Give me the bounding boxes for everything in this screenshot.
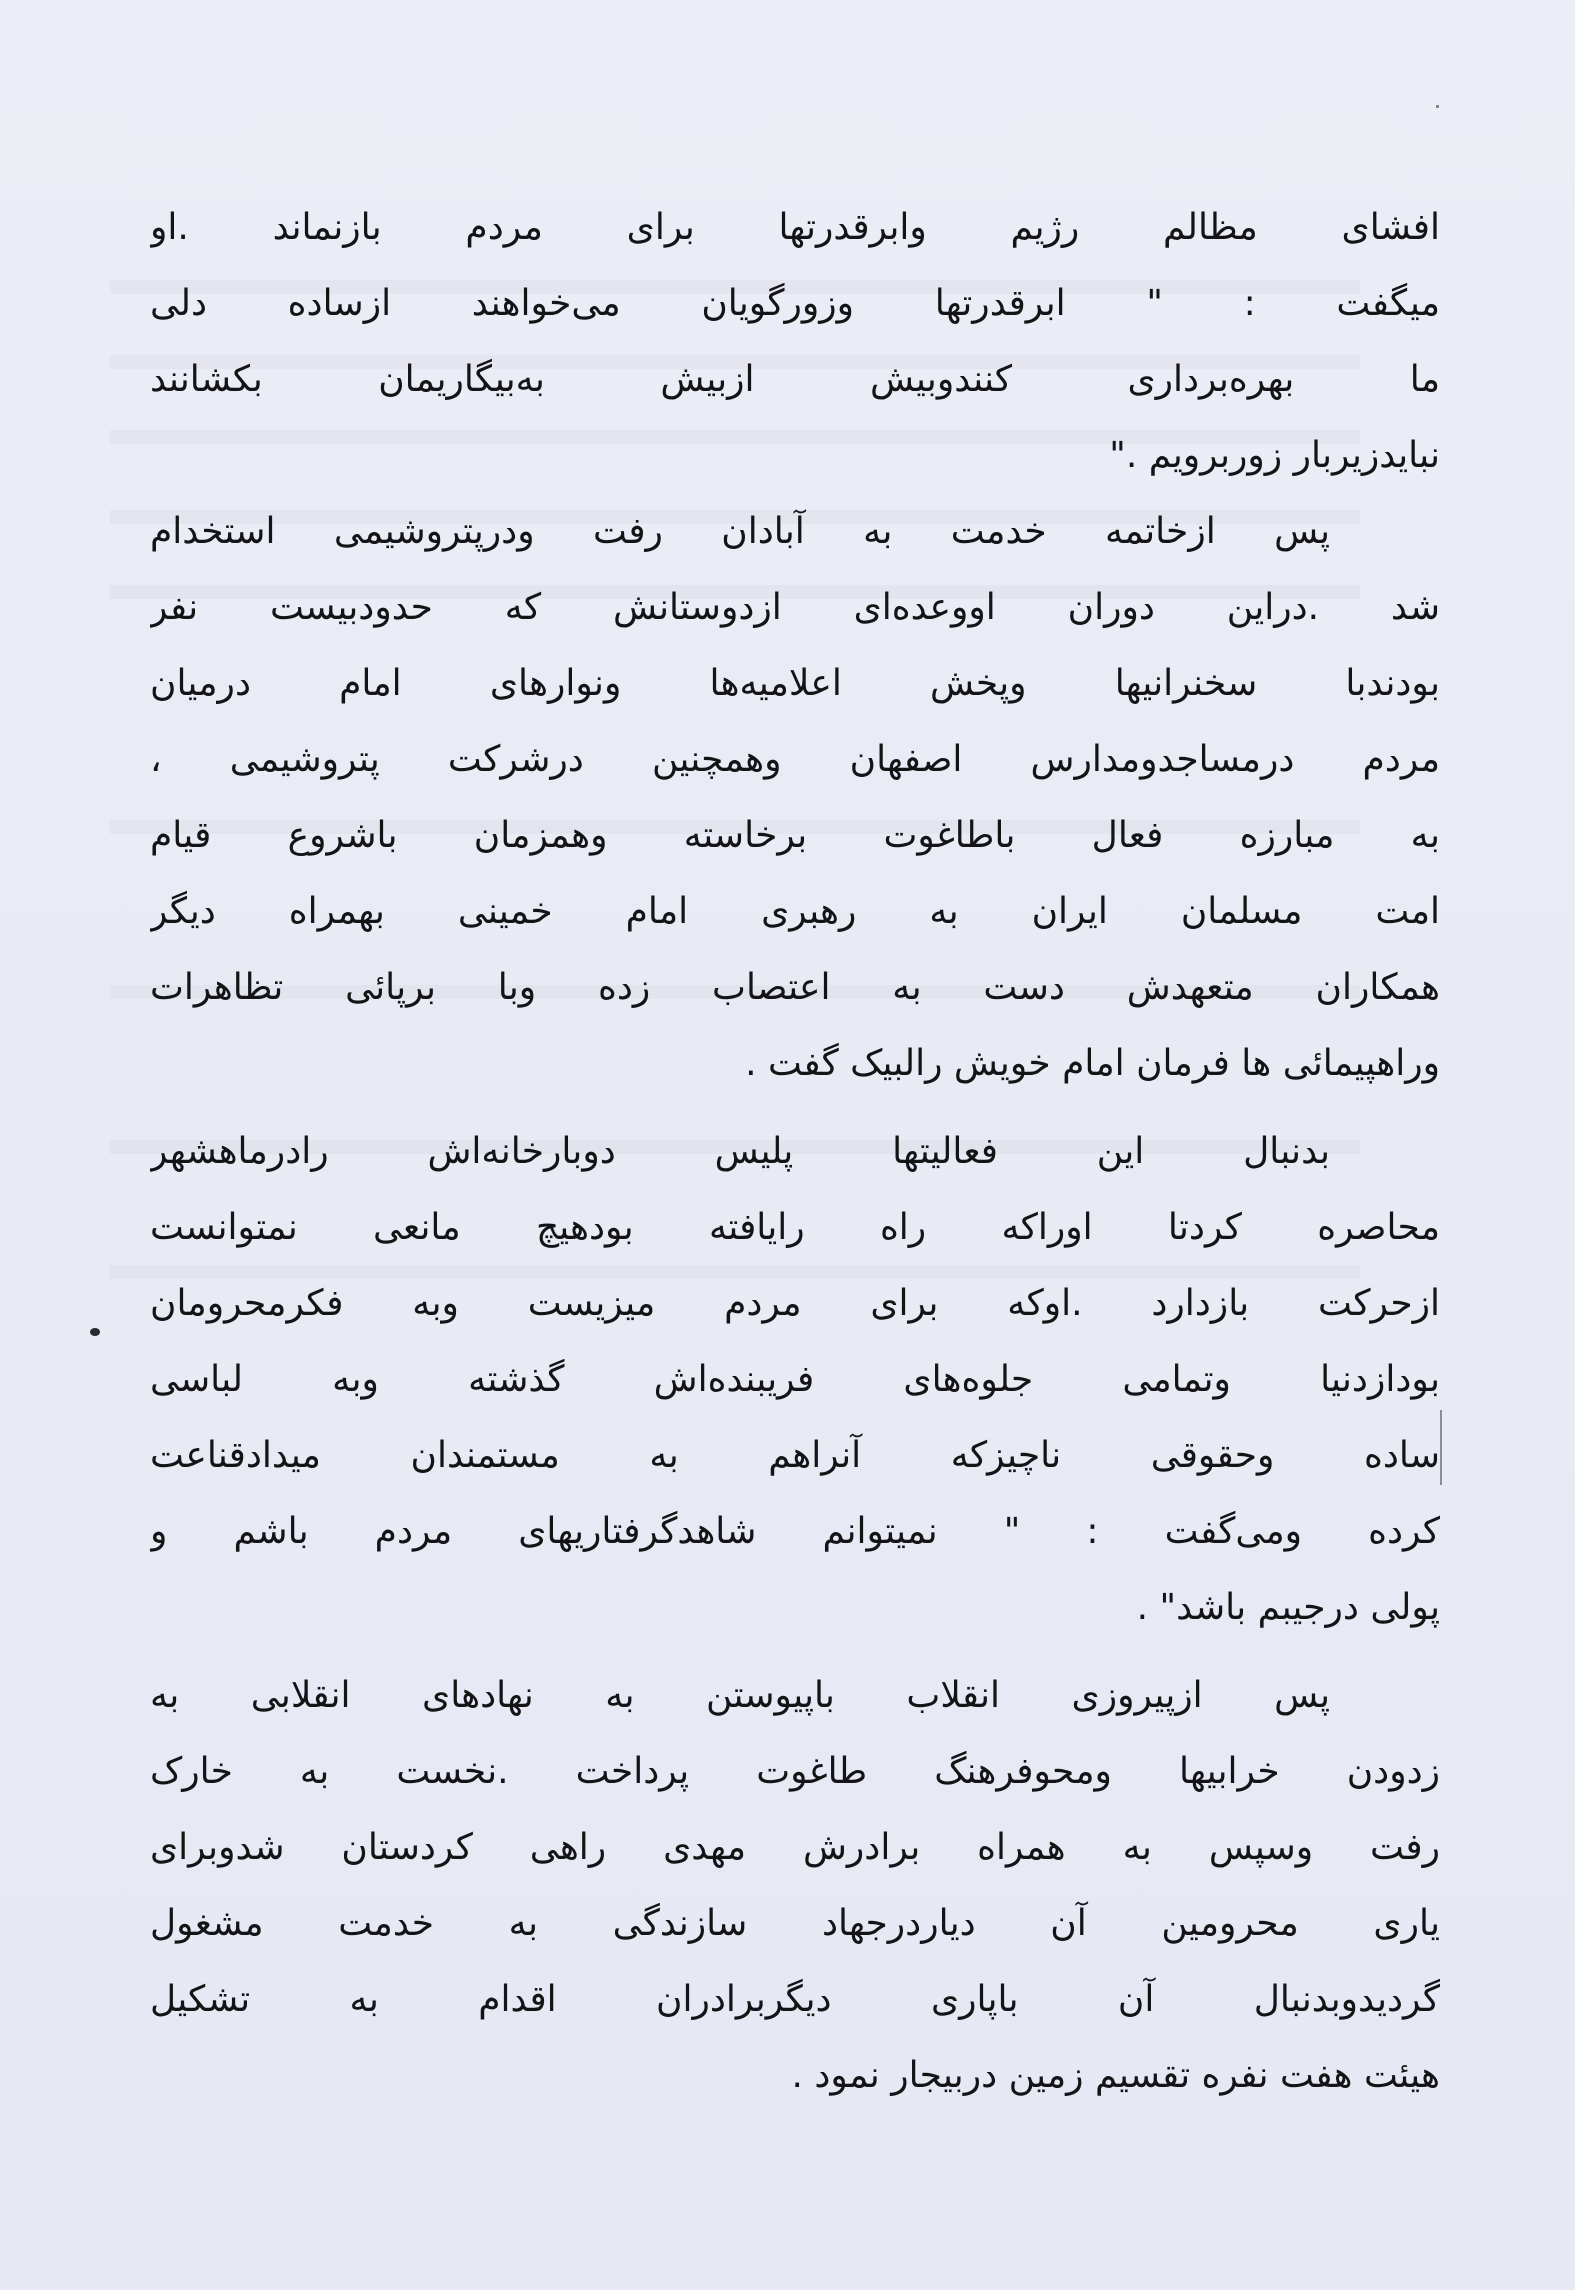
text-line: وراهپیمائی ها فرمان امام خویش رالبیک گفت .	[745, 1043, 1440, 1084]
text-line: مردم درمساجدومدارس اصفهان وهمچنین درشرکت پتروشیمی ،	[150, 739, 1440, 780]
text-line: یاری محرومین آن دیاردرجهاد سازندگی به خدمت مشغول	[150, 1903, 1440, 1944]
text-line: ساده وحقوقی ناچیزکه آنراهم به مستمندان میدادقناعت	[150, 1435, 1440, 1476]
text-line: گردیدوبدنبال آن باپاری دیگربرادران اقدام به تشکیل	[150, 1979, 1440, 2020]
paragraph-gap	[150, 1102, 1440, 1114]
text-line: به مبارزه فعال باطاغوت برخاسته وهمزمان باشروع قیام	[150, 815, 1440, 856]
text-line: ازحرکت بازدارد .اوکه برای مردم میزیست وبه فکرمحرومان	[150, 1283, 1440, 1324]
text-line: بدنبال این فعالیتها پلیس دوبارخانه‌اش رادرماهشهر	[150, 1131, 1330, 1172]
text-line: پس ازپیروزی انقلاب باپیوستن به نهادهای انقلابی به	[150, 1675, 1330, 1716]
text-line: رفت وسپس به همراه برادرش مهدی راهی کردستان شدوبرای	[150, 1827, 1440, 1868]
text-line: کرده ومی‌گفت : " نمیتوانم شاهدگرفتاریهای مردم باشم و	[150, 1511, 1440, 1552]
paragraph	[150, 1114, 1440, 1646]
text-line: ما بهره‌برداری کنندوبیش ازبیش به‌بیگاریمان بکشانند	[150, 359, 1440, 400]
text-line: امت مسلمان ایران به رهبری امام خمینی بهمراه دیگر	[150, 891, 1440, 932]
body-text	[150, 190, 1440, 2114]
text-line: زدودن خرابیها ومحوفرهنگ طاغوت پرداخت .نخست به خارک	[150, 1751, 1440, 1792]
paragraph-gap	[150, 1646, 1440, 1658]
text-line: همکاران متعهدش دست به اعتصاب زده وبا برپائی تظاهرات	[150, 967, 1440, 1008]
scan-speck	[90, 1328, 100, 1336]
text-line: شد .دراین دوران اووعده‌ای ازدوستانش که حدودبیست نفر	[150, 587, 1440, 628]
text-line: پس ازخاتمه خدمت به آبادان رفت ودرپتروشیمی استخدام	[150, 511, 1330, 552]
text-line: بودازدنیا وتمامی جلوه‌های فریبنده‌اش گذشته وبه لباسی	[150, 1359, 1440, 1400]
scan-speck	[1436, 105, 1439, 108]
text-line: میگفت : " ابرقدرتها وزورگویان می‌خواهند ازساده دلی	[150, 283, 1440, 324]
text-line: نبایدزیربار زوربرویم ."	[1109, 435, 1440, 476]
text-line: محاصره کردتا اوراکه راه رایافته بودهیچ مانعی نمتوانست	[150, 1207, 1440, 1248]
text-line: پولی درجیبم باشد" .	[1136, 1587, 1440, 1628]
text-line: هیئت هفت نفره تقسیم زمین دربیجار نمود .	[791, 2055, 1440, 2096]
margin-mark	[1440, 1410, 1442, 1485]
paragraph	[150, 1658, 1440, 2114]
text-line: بودندبا سخنرانیها وپخش اعلامیه‌ها ونوارهای امام درمیان	[150, 663, 1440, 704]
paragraph	[150, 190, 1440, 494]
text-line: افشای مظالم رژیم وابرقدرتها برای مردم بازنماند .او	[150, 207, 1440, 248]
paragraph	[150, 494, 1440, 1102]
